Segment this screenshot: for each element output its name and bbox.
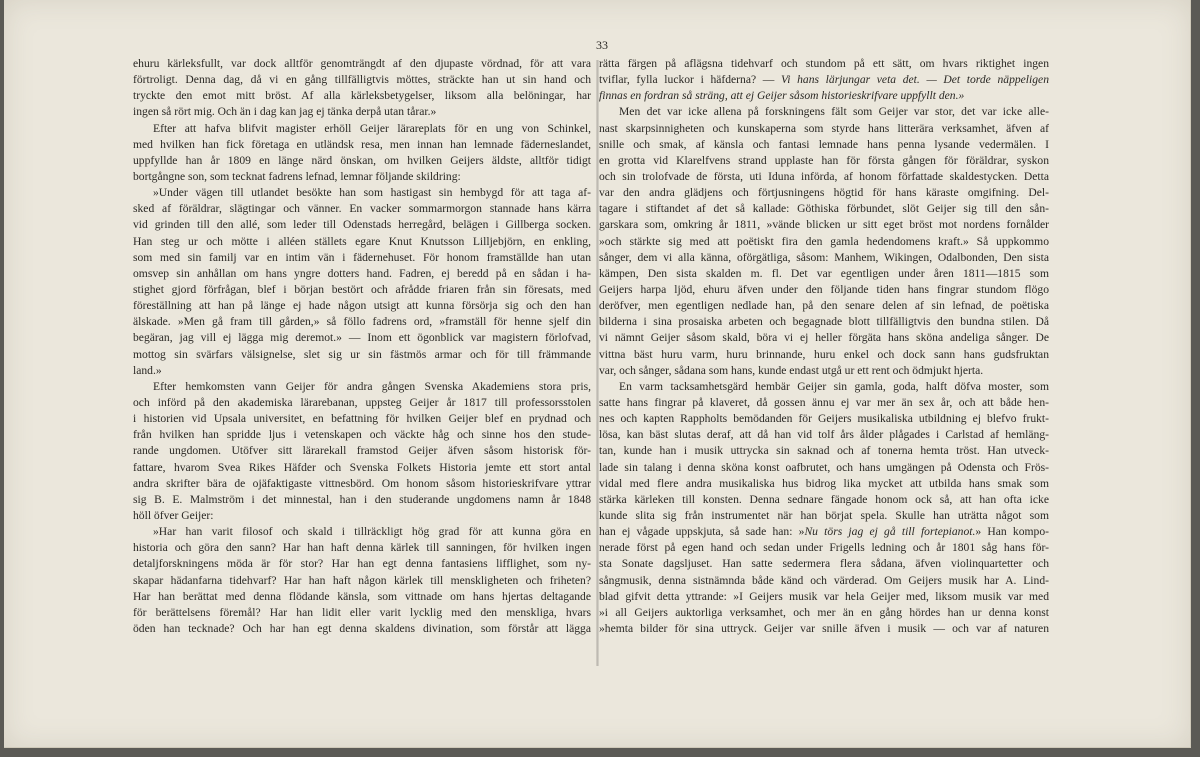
text-line: med hvilken han fick företaga en utländsk resa, men innan han lemnade fäderneslandet, xyxy=(133,137,591,151)
text-line: stärka kärleken till konsten. Denna sednare fängade honom ock så, att han ofta icke xyxy=(599,492,1049,506)
text-line: deröfver, men egentligen nedlade han, på den senare delen af sin lefnad, de poëtiska xyxy=(599,299,1049,313)
text-line: sig B. E. Malmström i det minnestal, han i den studerande ungdomens namn år 1848 xyxy=(133,492,591,506)
text-line: nes och kapten Rappholts bemödanden för Geijers musikaliska utbildning ej blefvo frukt- xyxy=(599,412,1049,426)
text-line: vid grinden till den allé, som leder till Odenstads herregård, belägen i Gillberga socken. xyxy=(133,218,591,232)
text-line: vittna bäst huru varm, huru brinnande, huru enkel och dock sann hans gudsfruktan xyxy=(599,347,1049,361)
text-line: vi nämnt Geijer såsom skald, böra vi ej heller förgäta hans sköna andeliga sånger. De xyxy=(599,331,1049,345)
text-line: rätta färgen på aflägsna tidehvarf och stundom på ett sätt, om hvars riktighet ingen xyxy=(599,57,1049,70)
text-line: som med sin familj var en intim vän i fädernehuset. För honom framställde han utan xyxy=(133,250,591,264)
text-line: En varm tacksamhetsgärd hembär Geijer sin gamla, goda, halft döfva moster, som xyxy=(619,379,1049,393)
text-line: detaljforskningens möda är för stor? Har han egt denna fantasiens lifflighet, som ny- xyxy=(133,557,591,571)
text-line: garskara som, omkring år 1811, »vände blicken ur sitt eget bröst mot nordens fornålder xyxy=(599,218,1049,232)
text-line: satte hans fingrar på klaveret, då gossen ännu ej var mer än sex år, och att både hen- xyxy=(599,395,1049,409)
text-line: var den andra glädjens och förtjusningens högtid för hans käraste omgifning. Del- xyxy=(599,186,1049,200)
left-text-column xyxy=(133,56,591,637)
text-line: stighet gjord förfrågan, blef i början bestört och afrådde friaren från sin föresats, med xyxy=(133,282,591,296)
text-line: sked af föräldrar, slägtingar och vänner. En vacker sommarmorgon stannade hans kärra xyxy=(133,202,591,216)
text-line: för berättelsens föremål? Har han lidit eller varit lycklig med den menskliga, hvars xyxy=(133,605,591,619)
text-line: tviflar, fylla luckor i häfderna? — Vi hans lärjungar veta det. — Det torde näppeligen xyxy=(599,73,1049,87)
right-text-column xyxy=(599,56,1049,637)
text-line: »och stärkte sig med att poëtiskt fira den gamla hedendomens kraft.» Så uppkommo xyxy=(599,234,1049,248)
document-page xyxy=(4,0,1191,748)
text-line: fattare, hvarom Svea Rikes Häfder och Svenska Folkets Historia jemte ett stort antal xyxy=(133,460,591,474)
text-line: han ej vågade uppskjuta, så sade han: »Nu törs jag ej gå till fortepianot.» Han kompo- xyxy=(599,525,1049,539)
text-line: land.» xyxy=(133,363,162,377)
text-line: »i all Geijers auktorliga verksamhet, och mer än en gång hördes han ur denna konst xyxy=(599,605,1049,619)
text-line: sta Sonate dagsljuset. Han satte sedermera flera sådana, äfven violinquartetter och xyxy=(599,557,1049,571)
text-line: sånger, dem vi alla känna, oförgätliga, såsom: Manhem, Wikingen, Odalbonden, Den sista xyxy=(599,250,1049,264)
text-line: nast skarpsinnigheten och kunskaperna som styrde hans litterära verksamhet, äfven af xyxy=(599,121,1049,135)
text-line: vidal med flere andra musikaliska hus bidrog lika mycket att utbilda hans smak som xyxy=(599,476,1049,490)
text-line: höll öfver Geijer: xyxy=(133,508,214,522)
text-line: i historien vid Upsala universitet, en befattning för hvilken Geijer blef en prydnad och xyxy=(133,412,591,426)
text-line: ehuru kärleksfullt, var dock alltför genomträngdt af den djupaste vördnad, för att vara xyxy=(133,57,591,70)
text-line: var, och sånger, sådana som hans, kunde endast utgå ur ett rent och ödmjukt hjerta. xyxy=(599,363,984,377)
text-line: bilderna i sina prosaiska arbeten och begagnade blott tillfälligtvis den bundna stilen. Då xyxy=(599,315,1049,329)
text-line: Har han berättat med denna flödande känsla, som vittnade om hans hjertas deltagande xyxy=(133,589,591,603)
text-line: uppfyllde han år 1809 en länge närd önskan, om hvilken Geijers äldste, alltför tidigt xyxy=(133,153,591,167)
text-line: nerade först på egen hand och sedan under Frigells ledning och år 1801 såg hans för- xyxy=(599,541,1049,555)
text-line: bortgångne son, som tecknat fadrens lefnad, lemnar följande skildring: xyxy=(133,169,461,183)
text-line: finnas en fordran så sträng, att ej Geijer såsom historieskrifvare uppfyllt den.» xyxy=(599,89,965,103)
text-line: älskade. »Men gå fram till gården,» så föllo fadrens ord, »framställ för henne sjelf din xyxy=(133,315,591,329)
text-line: föreställning att han på länge ej hade någon utsigt att kunna försörja sig och den han xyxy=(133,299,591,313)
text-line: historia och göra den sann? Har han haft denna kärlek till sanningen, för hvilken ingen xyxy=(133,541,591,555)
text-line: Efter hemkomsten vann Geijer för andra gången Svenska Akademiens stora pris, xyxy=(153,379,591,393)
text-line: tryckte den emot mitt bröst. Af alla kärleksbetygelser, liksom alla belöningar, har xyxy=(133,89,591,103)
text-line: lösa, kan bäst slutas deraf, att då han vid tolf års ålder plågades i Carlstad af hemläng- xyxy=(599,428,1049,442)
text-line: snille och smak, af känsla och fantasi lemnade hans penna lysande vedermälen. I xyxy=(599,137,1049,151)
text-line: och sin trolofvade de första, uti Iduna införda, af honom författade skaldestycken. Detta xyxy=(599,169,1049,183)
text-line: en grotta vid Klarelfvens strand upplaste han för första gången för föräldrar, syskon xyxy=(599,153,1049,167)
text-line: Men det var icke allena på forskningens fält som Geijer var stor, det var icke alle- xyxy=(619,105,1049,119)
text-line: från hvilken han spridde ljus i vetenskapen och väckte håg och sinne hos den stude- xyxy=(133,428,591,442)
text-line: lade sin talang i denna sköna konst oafbrutet, och hans umgängen på Odensta och Frös- xyxy=(599,460,1049,474)
text-line: »Under vägen till utlandet besökte han som hastigast sin hembygd för att taga af- xyxy=(153,186,591,200)
text-line: omsvep sin anhållan om hans yngre dotters hand. Fadren, ej beredd på en sådan i ha- xyxy=(133,266,591,280)
text-line: skapar hädanfarna tidehvarf? Har han haft någon kärlek till menskligheten och friheten? xyxy=(133,573,591,587)
text-line: och införd på den akademiska lärarebanan, uppsteg Geijer år 1817 till professorsstolen xyxy=(133,395,591,409)
text-line: Efter att hafva blifvit magister erhöll Geijer lärareplats för en ung von Schinkel, xyxy=(153,121,591,135)
text-line: andra skrifter bära de ojäfaktigaste vittnesbörd. Om honom såsom historieskrifvare yttrar xyxy=(133,476,591,490)
text-line: blad gifvit detta yttrande: »I Geijers musik var hela Geijer med, liksom musik var med xyxy=(599,589,1049,603)
text-line: sångmusik, denna sistnämnda både känd och värderad. Om Geijers musik har A. Lind- xyxy=(599,573,1049,587)
text-line: Han steg ur och mötte i alléen ställets egare Knut Knutsson Lilljebjörn, en enkling, xyxy=(133,234,591,248)
text-line: förtroligt. Denna dag, då vi en gång tillfälligtvis möttes, sträckte han ut sin hand och xyxy=(133,73,591,87)
text-line: Geijers harpa ljöd, ehuru äfven under den följande tiden hans fingrar stundom flögo xyxy=(599,282,1049,296)
text-line: mottog sin svärfars välsignelse, slet sig ur sin fästmös armar och för till främmande xyxy=(133,347,591,361)
text-line: tagare i stiftandet af det så kallade: Göthiska förbundet, slöt Geijer sig till den sån- xyxy=(599,202,1049,216)
text-line: begäran, jag vill ej lägga mig deremot.» — Inom ett ögonblick var magistern förlofvad, xyxy=(133,331,591,345)
text-line: kunde slita sig från instrumentet när han börjat spela. Skulle han uträtta något som xyxy=(599,508,1049,522)
text-line: kämpen, Den sista skalden m. fl. Det var egentligen under åren 1811—1815 som xyxy=(599,266,1049,280)
text-line: »Har han varit filosof och skald i tillräckligt hög grad för att kunna göra en xyxy=(153,525,591,539)
text-line: »hemta bilder för sina uttryck. Geijer var snille äfven i musik — och var af naturen xyxy=(599,621,1049,635)
text-line: tan, kunde han i musik uttrycka sin saknad och af tonerna hemta tröst. Han utveck- xyxy=(599,444,1049,458)
text-line: ingen så rört mig. Och än i dag kan jag ej tänka derpå utan tårar.» xyxy=(133,105,437,119)
page-number: 33 xyxy=(596,38,608,52)
text-line: rande ungdomen. Utöfver sitt lärarekall framstod Geijer äfven såsom historisk för- xyxy=(133,444,591,458)
text-line: öden han tecknade? Och har han egt denna skaldens divination, som förstår att lägga xyxy=(133,621,591,635)
